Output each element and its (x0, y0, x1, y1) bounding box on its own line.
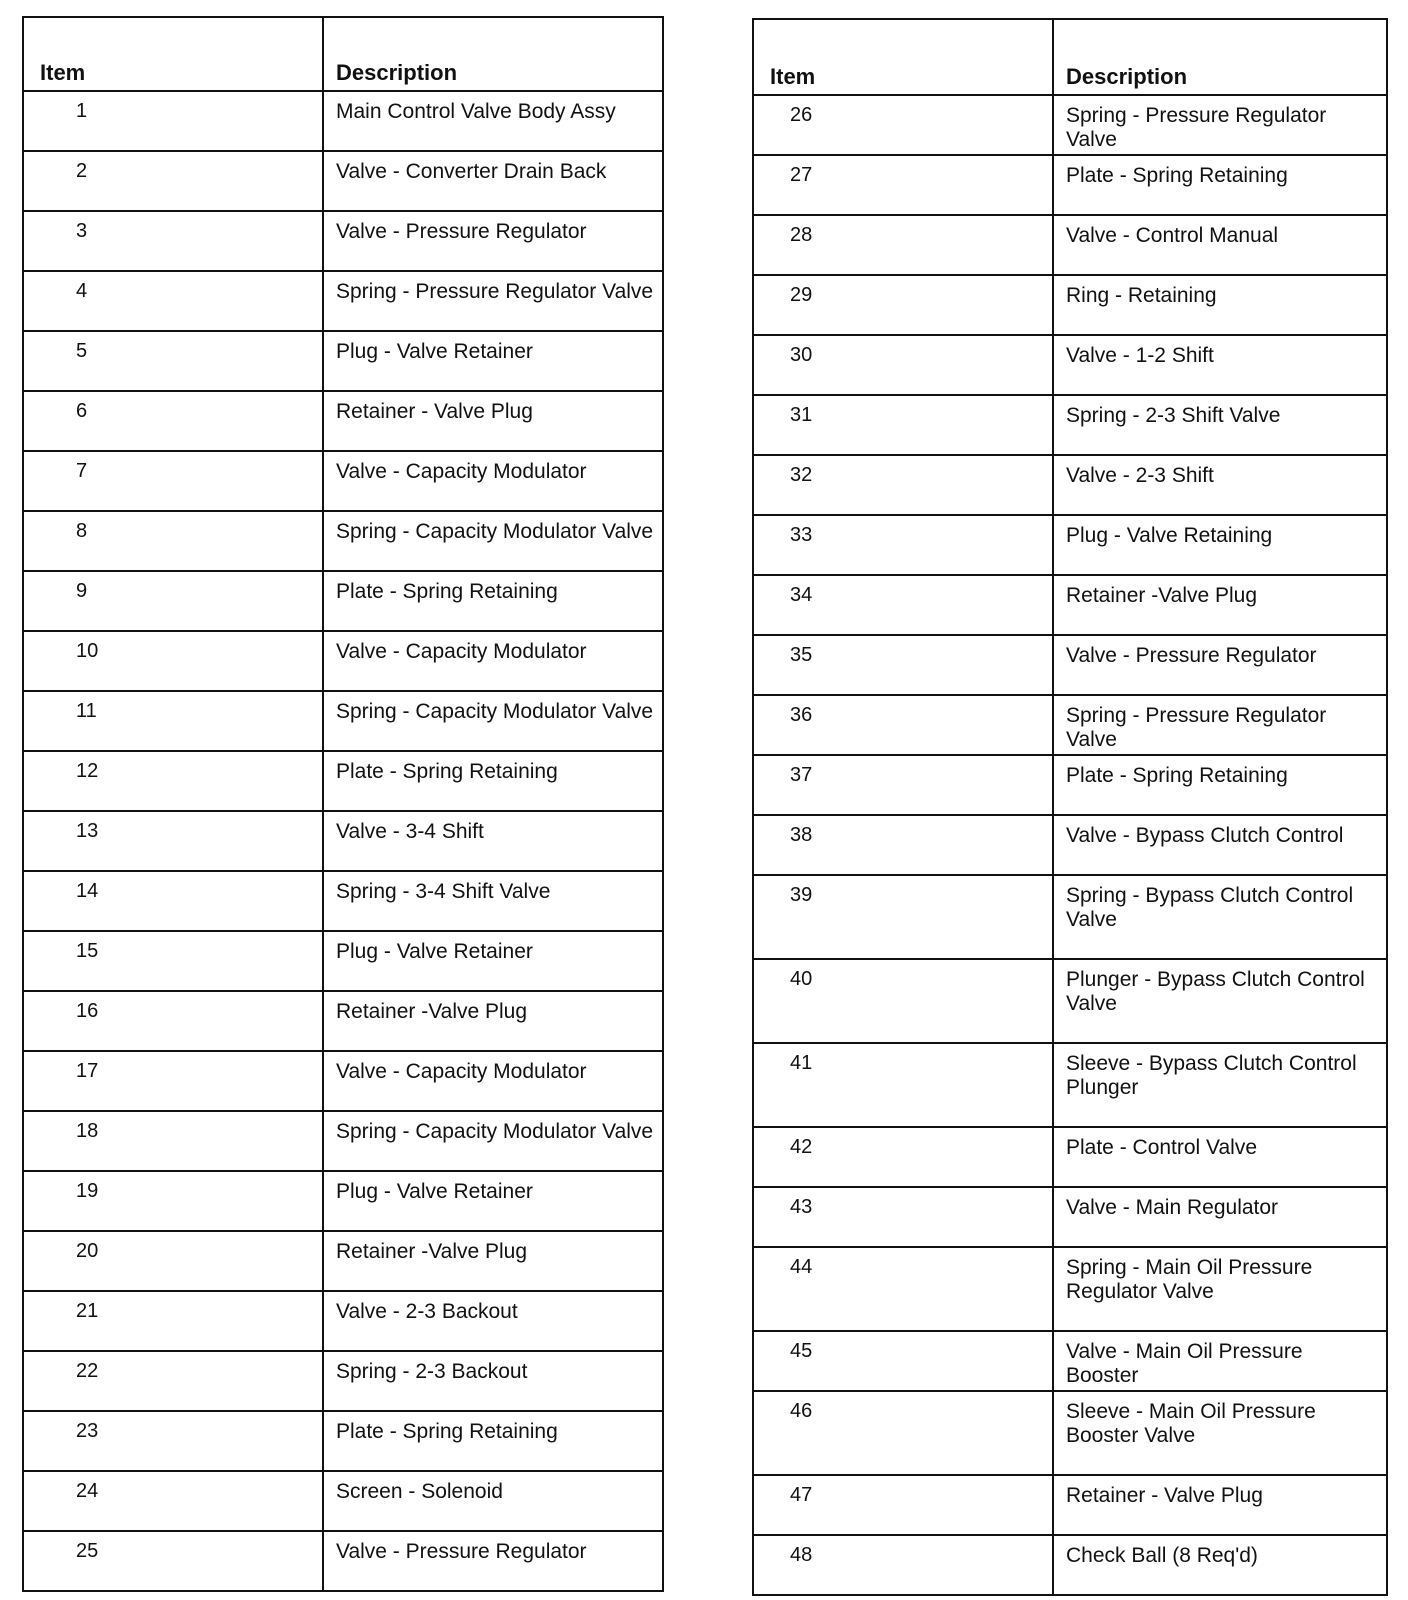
item-number: 8 (23, 511, 323, 571)
item-number: 21 (23, 1291, 323, 1351)
item-number: 27 (753, 155, 1053, 215)
table-row (23, 691, 663, 751)
table-row (23, 1291, 663, 1351)
item-number: 24 (23, 1471, 323, 1531)
table-row (23, 151, 663, 211)
item-description: Valve - Main Regulator (1053, 1187, 1387, 1247)
item-number: 6 (23, 391, 323, 451)
item-description: Valve - 1-2 Shift (1053, 335, 1387, 395)
item-number: 12 (23, 751, 323, 811)
item-description: Valve - Control Manual (1053, 215, 1387, 275)
table-row (753, 695, 1387, 755)
item-description: Spring - Capacity Modulator Valve (323, 691, 663, 751)
item-description: Sleeve - Bypass Clutch Control Plunger (1053, 1043, 1387, 1127)
table-row (753, 1535, 1387, 1595)
table-row (753, 1043, 1387, 1127)
item-description: Plate - Control Valve (1053, 1127, 1387, 1187)
item-description: Valve - Capacity Modulator (323, 631, 663, 691)
item-description: Valve - Bypass Clutch Control (1053, 815, 1387, 875)
table-row (23, 511, 663, 571)
table-row (23, 271, 663, 331)
item-number: 38 (753, 815, 1053, 875)
item-number: 31 (753, 395, 1053, 455)
item-description: Spring - 2-3 Backout (323, 1351, 663, 1411)
item-number: 11 (23, 691, 323, 751)
table-row (23, 1111, 663, 1171)
item-description: Spring - Pressure Regulator Valve (1053, 695, 1387, 755)
table-row (753, 275, 1387, 335)
item-description: Ring - Retaining (1053, 275, 1387, 335)
item-number: 15 (23, 931, 323, 991)
item-number: 17 (23, 1051, 323, 1111)
table-row (753, 755, 1387, 815)
item-number: 9 (23, 571, 323, 631)
item-description: Plate - Spring Retaining (1053, 155, 1387, 215)
item-number: 4 (23, 271, 323, 331)
table-row (23, 1171, 663, 1231)
item-number: 10 (23, 631, 323, 691)
table-row (23, 631, 663, 691)
item-description: Valve - 2-3 Shift (1053, 455, 1387, 515)
item-number: 37 (753, 755, 1053, 815)
item-number: 30 (753, 335, 1053, 395)
item-description: Plug - Valve Retaining (1053, 515, 1387, 575)
item-number: 40 (753, 959, 1053, 1043)
table-row (753, 515, 1387, 575)
table-row (23, 751, 663, 811)
item-description: Spring - Pressure Regulator Valve (323, 271, 663, 331)
table-row (753, 815, 1387, 875)
column-header-description: Description (1053, 19, 1387, 95)
item-number: 47 (753, 1475, 1053, 1535)
item-number: 44 (753, 1247, 1053, 1331)
table-row (753, 1331, 1387, 1391)
item-number: 39 (753, 875, 1053, 959)
item-description: Plate - Spring Retaining (323, 751, 663, 811)
item-number: 14 (23, 871, 323, 931)
item-description: Spring - Pressure Regulator Valve (1053, 95, 1387, 155)
item-description: Valve - Capacity Modulator (323, 451, 663, 511)
item-description: Spring - 2-3 Shift Valve (1053, 395, 1387, 455)
table-row (23, 331, 663, 391)
item-number: 32 (753, 455, 1053, 515)
item-number: 19 (23, 1171, 323, 1231)
item-number: 23 (23, 1411, 323, 1471)
item-description: Spring - Capacity Modulator Valve (323, 511, 663, 571)
item-number: 43 (753, 1187, 1053, 1247)
column-header-description: Description (323, 17, 663, 91)
item-description: Plate - Spring Retaining (323, 571, 663, 631)
item-description: Valve - Pressure Regulator (323, 211, 663, 271)
item-description: Plunger - Bypass Clutch Control Valve (1053, 959, 1387, 1043)
item-description: Retainer - Valve Plug (323, 391, 663, 451)
table-row (23, 451, 663, 511)
item-number: 42 (753, 1127, 1053, 1187)
item-description: Screen - Solenoid (323, 1471, 663, 1531)
table-row (753, 1187, 1387, 1247)
item-description: Valve - Pressure Regulator (1053, 635, 1387, 695)
table-row (23, 391, 663, 451)
item-description: Retainer -Valve Plug (323, 991, 663, 1051)
table-row (23, 571, 663, 631)
item-number: 16 (23, 991, 323, 1051)
item-number: 28 (753, 215, 1053, 275)
table-row (753, 635, 1387, 695)
item-description: Plate - Spring Retaining (1053, 755, 1387, 815)
table-row (23, 1531, 663, 1591)
item-description: Valve - Capacity Modulator (323, 1051, 663, 1111)
item-number: 35 (753, 635, 1053, 695)
item-description: Plug - Valve Retainer (323, 1171, 663, 1231)
item-number: 18 (23, 1111, 323, 1171)
item-description: Main Control Valve Body Assy (323, 91, 663, 151)
item-description: Spring - Capacity Modulator Valve (323, 1111, 663, 1171)
table-row (753, 215, 1387, 275)
item-description: Retainer -Valve Plug (1053, 575, 1387, 635)
table-row (753, 455, 1387, 515)
table-row (23, 1351, 663, 1411)
item-number: 1 (23, 91, 323, 151)
item-number: 2 (23, 151, 323, 211)
column-header-item: Item (23, 17, 323, 91)
item-description: Valve - 3-4 Shift (323, 811, 663, 871)
item-description: Spring - Main Oil Pressure Regulator Valve (1053, 1247, 1387, 1331)
item-description: Spring - 3-4 Shift Valve (323, 871, 663, 931)
item-description: Retainer -Valve Plug (323, 1231, 663, 1291)
item-number: 29 (753, 275, 1053, 335)
item-number: 25 (23, 1531, 323, 1591)
item-description: Plug - Valve Retainer (323, 931, 663, 991)
table-row (753, 95, 1387, 155)
item-description: Valve - Pressure Regulator (323, 1531, 663, 1591)
parts-table-left (22, 16, 664, 1592)
item-description: Plug - Valve Retainer (323, 331, 663, 391)
table-row (753, 335, 1387, 395)
table-row (753, 155, 1387, 215)
item-number: 7 (23, 451, 323, 511)
item-number: 26 (753, 95, 1053, 155)
table-row (753, 1391, 1387, 1475)
item-number: 5 (23, 331, 323, 391)
table-row (23, 1231, 663, 1291)
item-description: Plate - Spring Retaining (323, 1411, 663, 1471)
item-number: 3 (23, 211, 323, 271)
table-row (23, 871, 663, 931)
table-row (753, 395, 1387, 455)
item-number: 45 (753, 1331, 1053, 1391)
table-row (23, 1411, 663, 1471)
item-number: 36 (753, 695, 1053, 755)
item-description: Retainer - Valve Plug (1053, 1475, 1387, 1535)
item-number: 46 (753, 1391, 1053, 1475)
item-description: Valve - 2-3 Backout (323, 1291, 663, 1351)
item-description: Check Ball (8 Req'd) (1053, 1535, 1387, 1595)
table-row (23, 211, 663, 271)
table-row (753, 1475, 1387, 1535)
item-number: 33 (753, 515, 1053, 575)
item-number: 22 (23, 1351, 323, 1411)
table-row (23, 991, 663, 1051)
table-row (753, 1247, 1387, 1331)
table-row (753, 1127, 1387, 1187)
item-number: 13 (23, 811, 323, 871)
table-row (753, 959, 1387, 1043)
item-description: Valve - Main Oil Pressure Booster (1053, 1331, 1387, 1391)
parts-table-right (752, 18, 1388, 1596)
item-description: Valve - Converter Drain Back (323, 151, 663, 211)
table-row (23, 1051, 663, 1111)
table-row (753, 575, 1387, 635)
item-number: 48 (753, 1535, 1053, 1595)
item-description: Spring - Bypass Clutch Control Valve (1053, 875, 1387, 959)
column-header-item: Item (753, 19, 1053, 95)
item-number: 20 (23, 1231, 323, 1291)
item-description: Sleeve - Main Oil Pressure Booster Valve (1053, 1391, 1387, 1475)
table-row (23, 811, 663, 871)
table-row (23, 931, 663, 991)
table-row (753, 875, 1387, 959)
table-row (23, 1471, 663, 1531)
item-number: 34 (753, 575, 1053, 635)
item-number: 41 (753, 1043, 1053, 1127)
table-row (23, 91, 663, 151)
